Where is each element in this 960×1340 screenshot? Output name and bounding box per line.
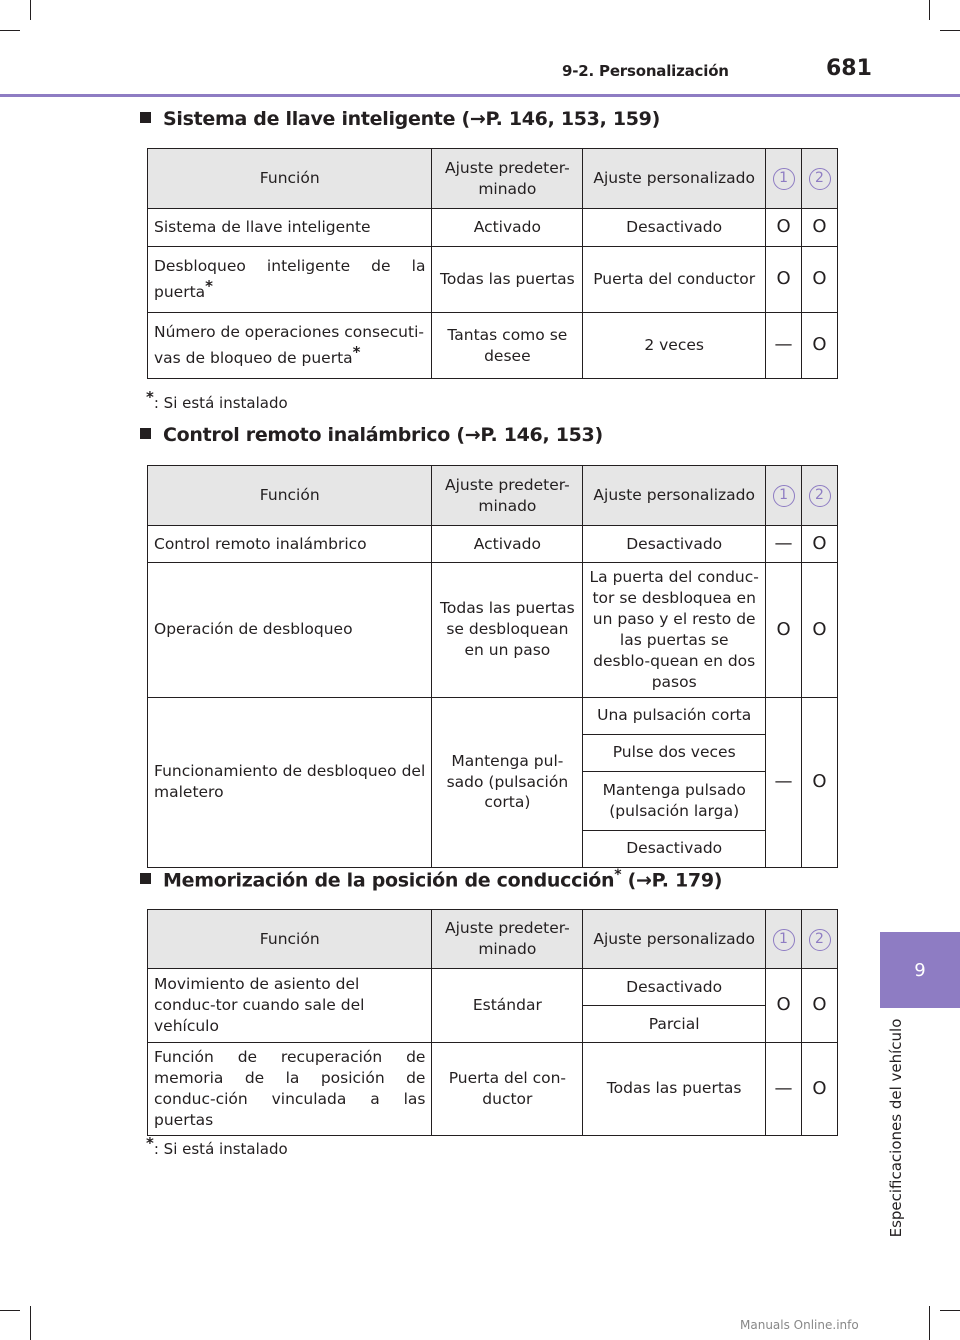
table-remote <box>147 465 838 868</box>
table-row <box>148 313 838 379</box>
default-cell: Estándar <box>432 969 583 1043</box>
mark-cell: O <box>802 526 838 563</box>
custom-option-cell: Parcial <box>583 1006 766 1043</box>
crop-mark <box>940 1310 960 1311</box>
mark-cell: O <box>766 209 802 247</box>
footnote-star: * <box>146 1134 154 1152</box>
table-row <box>148 563 838 698</box>
default-cell: Todas las puertas <box>432 247 583 313</box>
chapter-title: Especificaciones del vehículo <box>887 1018 905 1238</box>
mark-cell: O <box>802 313 838 379</box>
mark-cell: O <box>802 697 838 867</box>
table-row <box>148 247 838 313</box>
circled-number-1-icon: 1 <box>773 168 795 190</box>
custom-cell: Todas las puertas <box>583 1043 766 1136</box>
mark-cell: — <box>766 313 802 379</box>
circled-number-1-icon: 1 <box>773 485 795 507</box>
circled-number-2-icon: 2 <box>809 929 831 951</box>
square-bullet-icon <box>140 112 151 123</box>
function-cell: Desbloqueo inteligente de la puerta* <box>148 247 432 313</box>
chapter-number: 9 <box>914 959 926 981</box>
footnote-star: * <box>146 388 154 406</box>
custom-option-cell: Mantenga pulsado (pulsación larga) <box>583 771 766 830</box>
function-cell: Funcionamiento de desbloqueo del maletero <box>148 697 432 867</box>
mark-cell: O <box>802 969 838 1043</box>
function-cell: Control remoto inalámbrico <box>148 526 432 563</box>
mark-cell: O <box>766 247 802 313</box>
function-cell: Sistema de llave inteligente <box>148 209 432 247</box>
mark-cell: O <box>766 563 802 698</box>
mark-cell: O <box>802 247 838 313</box>
mark-cell: O <box>802 209 838 247</box>
footnote: *: Si está instalado <box>146 1134 288 1158</box>
footnote-star: * <box>614 867 622 883</box>
mark-cell: — <box>766 697 802 867</box>
col-default: Ajuste predeter-minado <box>432 149 583 209</box>
table-header-row <box>148 910 838 969</box>
table-row <box>148 209 838 247</box>
table-row <box>148 1043 838 1136</box>
col-icon-2 <box>802 149 838 209</box>
custom-option-cell: Desactivado <box>583 969 766 1006</box>
table-row <box>148 526 838 563</box>
col-icon-2 <box>802 910 838 969</box>
function-cell: Movimiento de asiento del conduc-tor cuando sale del vehículo <box>148 969 432 1043</box>
crop-mark <box>0 30 20 31</box>
crop-mark <box>0 1310 20 1311</box>
circled-number-2-icon: 2 <box>809 485 831 507</box>
function-cell: Función de recuperación de memoria de la posición de conduc-ción vinculada a las puertas <box>148 1043 432 1136</box>
custom-option-cell: Pulse dos veces <box>583 734 766 771</box>
col-default: Ajuste predeter-minado <box>432 466 583 526</box>
section-title-remote: Control remoto inalámbrico (→P. 146, 153) <box>140 424 603 446</box>
custom-option-cell: Una pulsación corta <box>583 697 766 734</box>
table-header-row <box>148 149 838 209</box>
chapter-tab <box>880 932 960 1008</box>
default-cell: Mantenga pul-sado (pulsación corta) <box>432 697 583 867</box>
function-cell: Operación de desbloqueo <box>148 563 432 698</box>
mark-cell: — <box>766 1043 802 1136</box>
footnote-star: * <box>352 343 361 362</box>
running-header: 9-2. Personalización <box>562 62 729 80</box>
custom-option-cell: Desactivado <box>583 830 766 867</box>
crop-mark <box>30 0 31 20</box>
crop-mark <box>30 1306 31 1340</box>
custom-cell: La puerta del conduc-tor se desbloquea en un paso y el resto de las puertas se desblo-quean en dos pasos <box>583 563 766 698</box>
default-cell: Activado <box>432 526 583 563</box>
col-function: Función <box>148 466 432 526</box>
table-smart-key <box>147 148 838 379</box>
section-title-driving-position: Memorización de la posición de conducción* (→P. 179) <box>140 867 722 891</box>
mark-cell: — <box>766 526 802 563</box>
circled-number-2-icon: 2 <box>809 168 831 190</box>
col-custom: Ajuste personalizado <box>583 149 766 209</box>
mark-cell: O <box>802 1043 838 1136</box>
chapter-title-vertical <box>884 1008 908 1248</box>
default-cell: Todas las puertas se desbloquean en un paso <box>432 563 583 698</box>
col-custom: Ajuste personalizado <box>583 910 766 969</box>
crop-mark <box>929 1306 930 1340</box>
function-cell: Número de operaciones consecuti-vas de bloqueo de puerta* <box>148 313 432 379</box>
square-bullet-icon <box>140 873 151 884</box>
crop-mark <box>929 0 930 20</box>
default-cell: Puerta del con-ductor <box>432 1043 583 1136</box>
header-rule <box>0 94 960 97</box>
page-number: 681 <box>826 56 872 81</box>
custom-cell: Desactivado <box>583 526 766 563</box>
default-cell: Tantas como se desee <box>432 313 583 379</box>
table-header-row <box>148 466 838 526</box>
custom-cell: Puerta del conductor <box>583 247 766 313</box>
table-row <box>148 697 838 734</box>
mark-cell: O <box>766 969 802 1043</box>
col-icon-2 <box>802 466 838 526</box>
col-icon-1 <box>766 910 802 969</box>
col-function: Función <box>148 910 432 969</box>
footnote-star: * <box>205 277 214 296</box>
mark-cell: O <box>802 563 838 698</box>
table-driving-position <box>147 909 838 1136</box>
default-cell: Activado <box>432 209 583 247</box>
col-icon-1 <box>766 466 802 526</box>
custom-cell: 2 veces <box>583 313 766 379</box>
col-icon-1 <box>766 149 802 209</box>
table-row <box>148 969 838 1006</box>
section-title-smart-key: Sistema de llave inteligente (→P. 146, 153, 159) <box>140 108 660 130</box>
crop-mark <box>940 30 960 31</box>
col-function: Función <box>148 149 432 209</box>
col-custom: Ajuste personalizado <box>583 466 766 526</box>
square-bullet-icon <box>140 428 151 439</box>
custom-cell: Desactivado <box>583 209 766 247</box>
circled-number-1-icon: 1 <box>773 929 795 951</box>
watermark-url: Manuals Online.info <box>740 1318 859 1332</box>
footnote: *: Si está instalado <box>146 388 288 412</box>
col-default: Ajuste predeter-minado <box>432 910 583 969</box>
